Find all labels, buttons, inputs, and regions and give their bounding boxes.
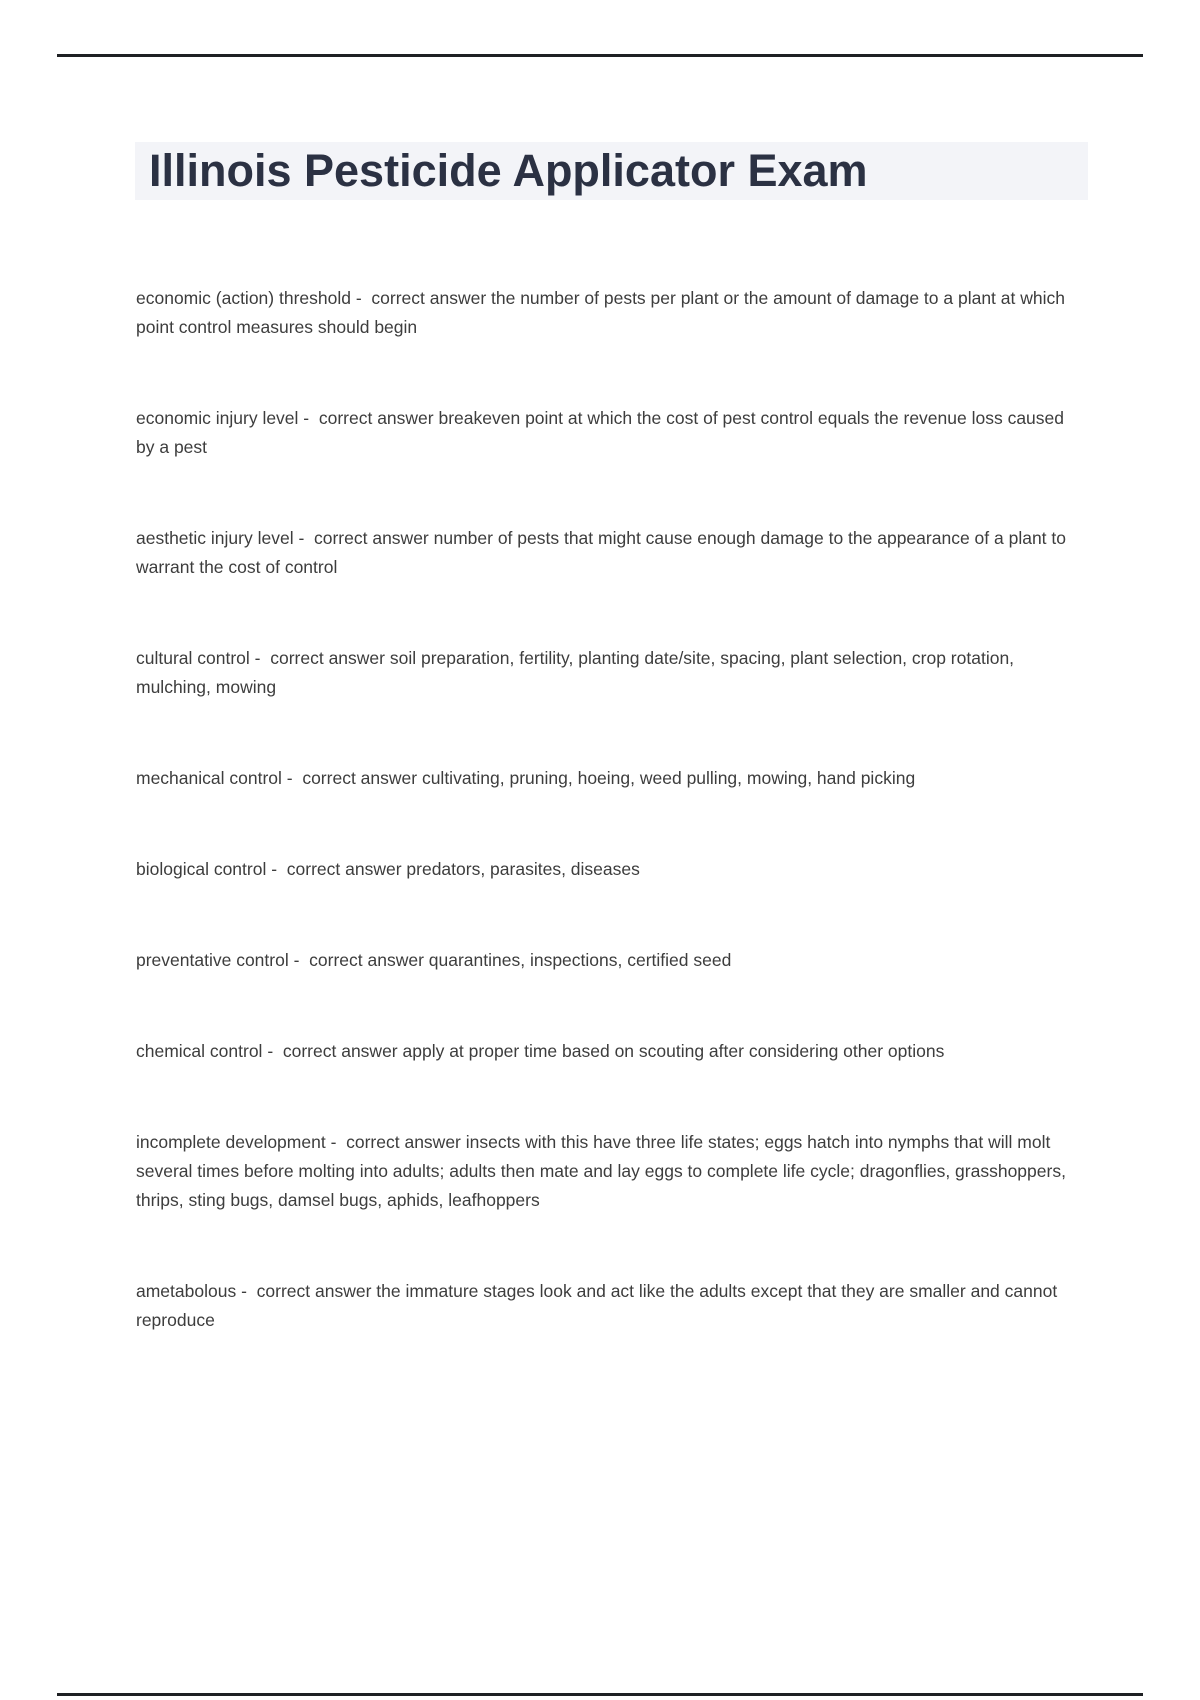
qa-item (136, 1128, 1076, 1215)
qa-answer: correct answer the number of pests per plant or the amount of damage to a plant at which point control measures should begin (136, 288, 1070, 337)
qa-answer: correct answer soil preparation, fertility, planting date/site, spacing, plant selection, crop rotation, mulching, mowing (136, 648, 1019, 697)
qa-separator: - (298, 408, 319, 428)
qa-item (136, 644, 1076, 702)
page-title: Illinois Pesticide Applicator Exam (149, 145, 868, 196)
qa-term: chemical control (136, 1041, 263, 1061)
qa-separator: - (350, 288, 372, 308)
qa-item (136, 764, 1076, 793)
qa-separator: - (262, 1041, 283, 1061)
qa-item (136, 284, 1076, 342)
qa-answer: correct answer quarantines, inspections, certified seed (309, 950, 732, 970)
qa-term: economic injury level (136, 408, 299, 428)
qa-answer: correct answer apply at proper time based on scouting after considering other options (282, 1041, 945, 1061)
qa-item (136, 855, 1076, 884)
qa-answer: correct answer predators, parasites, diseases (286, 859, 640, 879)
qa-term: economic (action) threshold (136, 288, 351, 308)
qa-term: biological control (136, 859, 267, 879)
qa-separator: - (236, 1281, 257, 1301)
qa-answer: correct answer cultivating, pruning, hoeing, weed pulling, mowing, hand picking (302, 768, 916, 788)
qa-item (136, 524, 1076, 582)
qa-answer: correct answer number of pests that might cause enough damage to the appearance of a plant to warrant the cost of control (136, 528, 1071, 577)
qa-item (136, 946, 1076, 975)
qa-separator: - (288, 950, 310, 970)
qa-term: mechanical control (136, 768, 282, 788)
qa-separator: - (281, 768, 303, 788)
qa-term: aesthetic injury level (136, 528, 294, 548)
qa-answer: correct answer the immature stages look and act like the adults except that they are smaller and cannot reproduce (136, 1281, 1063, 1330)
qa-term: ametabolous (136, 1281, 237, 1301)
qa-item (136, 404, 1076, 462)
qa-term: cultural control (136, 648, 250, 668)
top-divider (57, 54, 1143, 57)
title-highlight-bar (135, 142, 1088, 200)
qa-answer: correct answer insects with this have three life states; eggs hatch into nymphs that will molt several times before molting into adults; adults then mate and lay eggs to complete life cycle; dragonflies, grasshoppers, thrips, sting bugs, damsel bugs, aphids, leafhoppers (136, 1132, 1071, 1210)
qa-term: preventative control (136, 950, 289, 970)
qa-answer: correct answer breakeven point at which the cost of pest control equals the revenue loss caused by a pest (136, 408, 1069, 457)
qa-separator: - (249, 648, 271, 668)
qa-separator: - (293, 528, 314, 548)
qa-separator: - (325, 1132, 347, 1152)
qa-item (136, 1277, 1076, 1335)
qa-item (136, 1037, 1076, 1066)
qa-separator: - (266, 859, 287, 879)
qa-list (136, 284, 1076, 1397)
bottom-divider (57, 1693, 1143, 1696)
qa-term: incomplete development (136, 1132, 326, 1152)
